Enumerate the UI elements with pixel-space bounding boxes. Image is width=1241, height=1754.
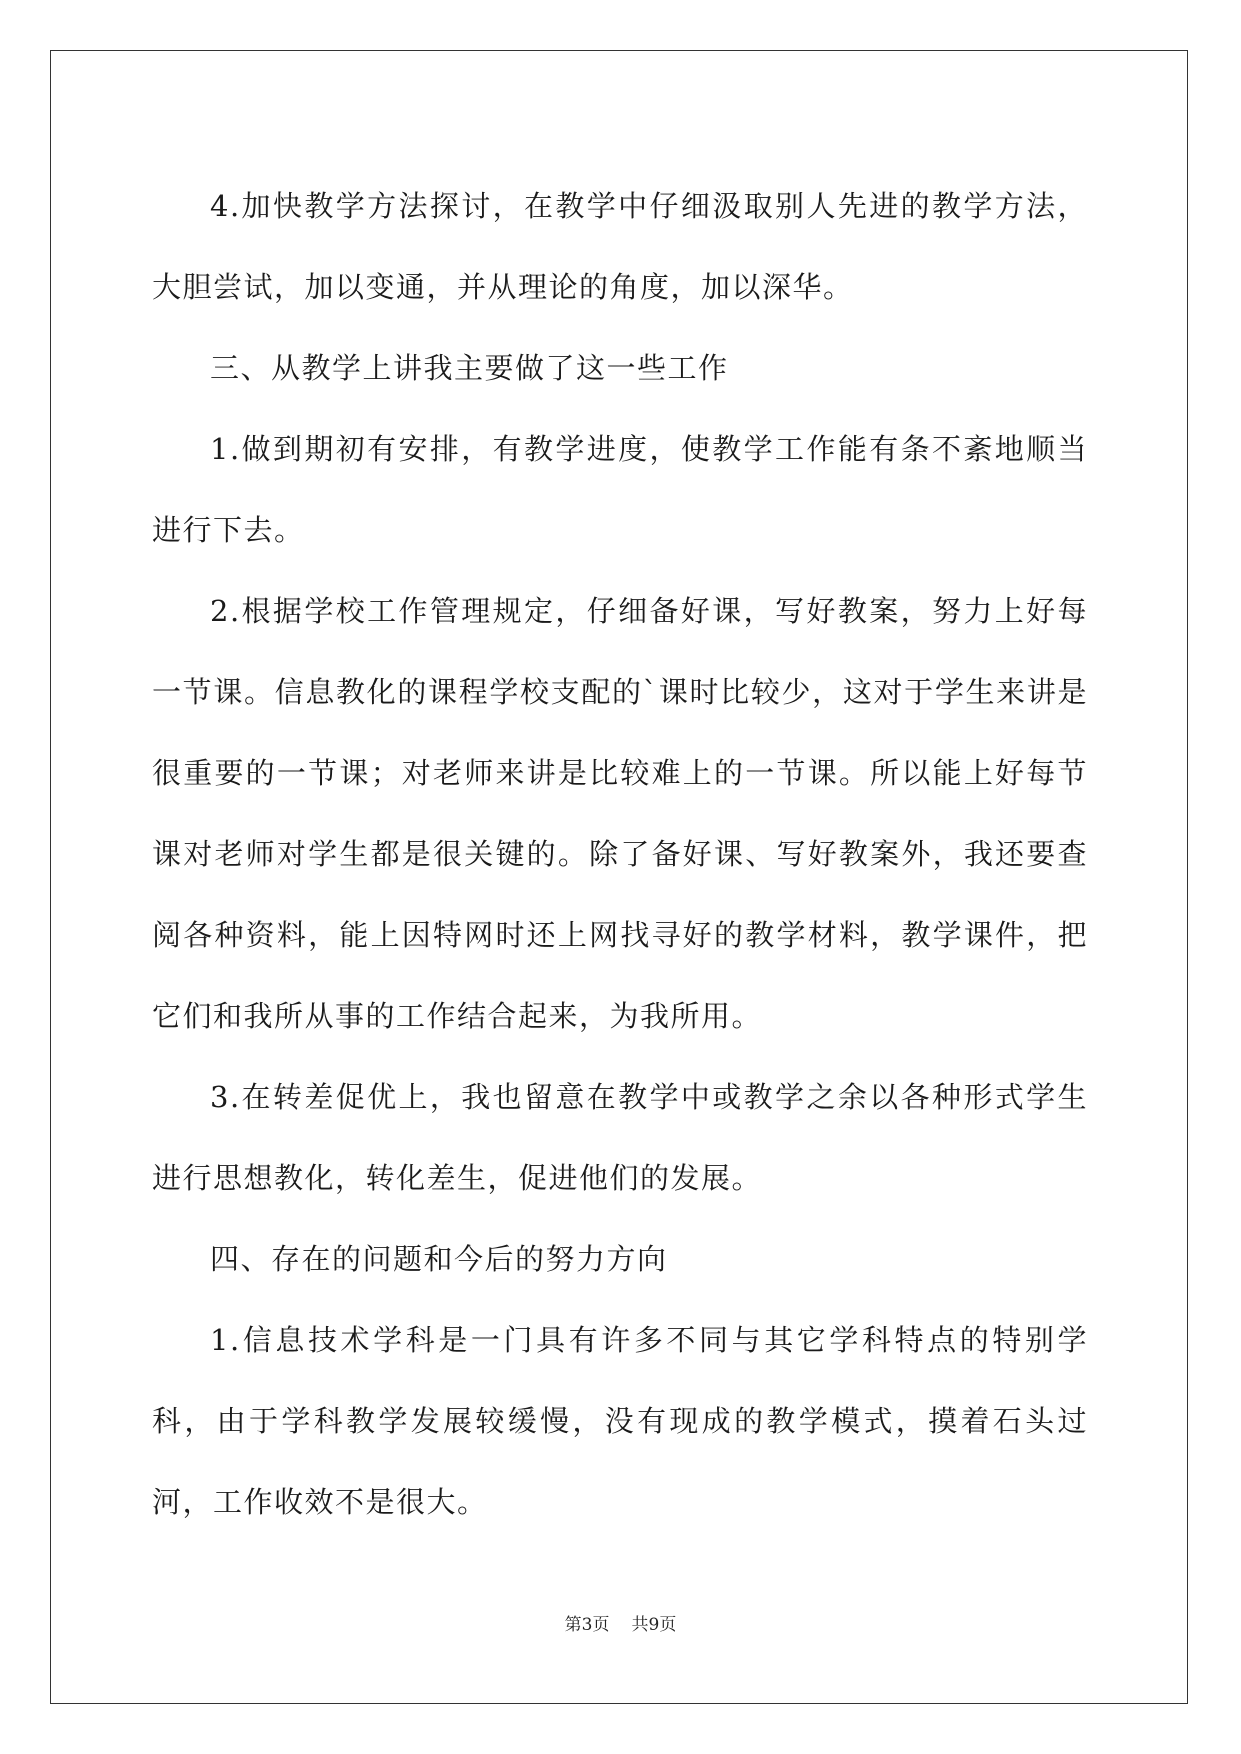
paragraph-item-3: 3.在转差促优上，我也留意在教学中或教学之余以各种形式学生进行思想教化，转化差生，促进他们的发展。 <box>152 1080 1088 1195</box>
paragraph-item-2: 2.根据学校工作管理规定，仔细备好课，写好教案，努力上好每一节课。信息教化的课程学校支配的`课时比较少，这对于学生来讲是很重要的一节课；对老师来讲是比较难上的一节课。所以能上好每节课对老师对学生都是很关键的。除了备好课、写好教案外，我还要查阅各种资料，能上因特网时还上网找寻好的教学材料，教学课件，把它们和我所从事的工作结合起来，为我所用。 <box>152 594 1088 1033</box>
page-number: 第3页 <box>564 1615 610 1635</box>
section-heading-4: 四、存在的问题和今后的努力方向 <box>210 1242 668 1276</box>
paragraph-item-4: 4.加快教学方法探讨，在教学中仔细汲取别人先进的教学方法，大胆尝试，加以变通，并从理论的角度，加以深华。 <box>152 189 1088 304</box>
paragraph-item-1: 1.做到期初有安排，有教学进度，使教学工作能有条不紊地顺当进行下去。 <box>152 432 1088 547</box>
paragraph-problem-1: 1.信息技术学科是一门具有许多不同与其它学科特点的特别学科，由于学科教学发展较缓慢，没有现成的教学模式，摸着石头过河，工作收效不是很大。 <box>152 1323 1088 1519</box>
page-total: 共9页 <box>631 1615 677 1635</box>
page-footer <box>0 1610 1241 1635</box>
section-heading-3: 三、从教学上讲我主要做了这一些工作 <box>210 351 729 385</box>
document-body <box>152 166 1088 1543</box>
